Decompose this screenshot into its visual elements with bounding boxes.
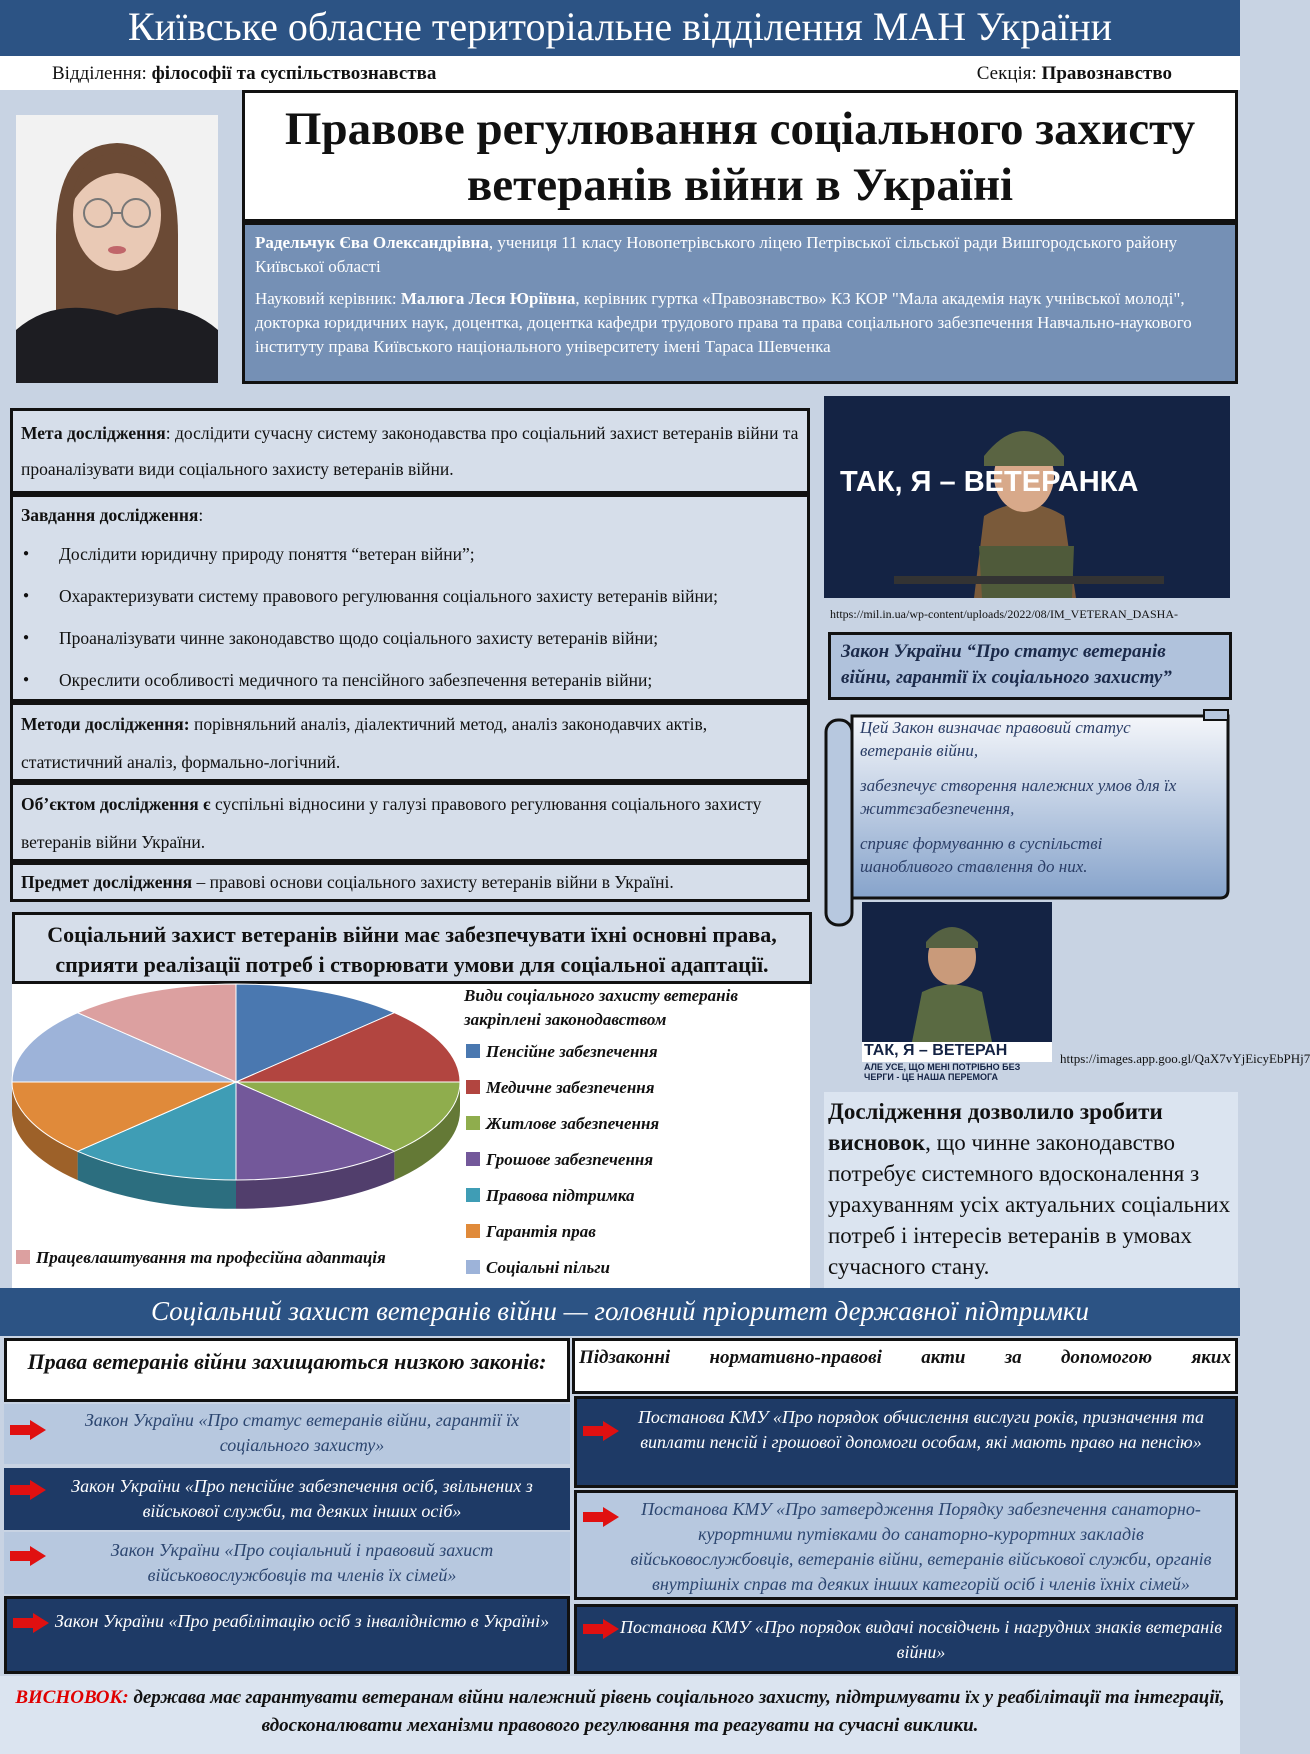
laws-heading: Права ветеранів війни захищаються низкою законів: bbox=[4, 1338, 570, 1402]
pie-chart bbox=[12, 984, 472, 1246]
legend-swatch bbox=[466, 1188, 480, 1202]
subheader bbox=[0, 56, 1240, 90]
legend-label: Правова підтримка bbox=[486, 1186, 635, 1205]
student-name: Радельчук Єва Олександрівна bbox=[255, 233, 489, 252]
list-item: ● Окреслити особливості медичного та пенсійного забезпечення ветеранів війни; bbox=[21, 659, 799, 701]
priority-banner: Соціальний захист ветеранів війни — головний пріоритет державної підтримки bbox=[0, 1288, 1240, 1336]
author-photo bbox=[16, 115, 218, 383]
legend-item bbox=[466, 1042, 658, 1062]
legend-label: Пенсійне забезпечення bbox=[486, 1042, 658, 1061]
legend-label: Житлове забезпечення bbox=[486, 1114, 660, 1133]
arrow-icon bbox=[583, 1507, 619, 1527]
legend-label: Медичне забезпечення bbox=[486, 1078, 655, 1097]
final-conclusion: ВИСНОВОК: держава має гарантувати ветеранам війни належний рівень соціального захисту, підтримувати їх у реабілітації та інтеграції, вдосконалювати механізми правового регулювання та реагувати на сучасні виклики. bbox=[0, 1676, 1240, 1754]
list-item: ● Охарактеризувати систему правового регулювання соціального захисту ветеранів війни; bbox=[21, 575, 799, 617]
goal-box: Мета дослідження: дослідити сучасну систему законодавства про соціальний захист ветеранів війни та проаналізувати види соціального захисту ветеранів війни. bbox=[10, 408, 810, 494]
subject-box: Предмет дослідження – правові основи соціального захисту ветеранів війни в Україні. bbox=[10, 862, 810, 902]
legend-item bbox=[466, 1258, 610, 1278]
authors-block: Радельчук Єва Олександрівна, учениця 11 класу Новопетрівського ліцею Петрівської сільської ради Вишгородського району Київської області Науковий керівник: Малюга Леся Юріївна, керівник гуртка «Правознавство» КЗ КОР "Мала академія наук учнівської молоді", докторка юридичних наук, доцентка, доцентка кафедри трудового права та права соціального забезпечення Навчально-наукового інституту права Київського національного університету імені Тараса Шевченка bbox=[242, 222, 1238, 384]
object-box: Об’єктом дослідження є суспільні відносини у галузі правового регулювання соціального захисту ветеранів війни України. bbox=[10, 782, 810, 862]
legend-swatch bbox=[466, 1080, 480, 1094]
veteran-woman-image bbox=[824, 396, 1230, 598]
law-point: Цей Закон визначає правовий статус ветеранів війни, bbox=[860, 718, 1131, 760]
law-point: сприяє формуванню в суспільстві шанобливого ставлення до них. bbox=[860, 834, 1103, 876]
legend-swatch bbox=[466, 1044, 480, 1058]
legend-swatch bbox=[466, 1152, 480, 1166]
supervisor-name: Малюга Леся Юріївна bbox=[400, 289, 576, 308]
list-item: ● Проаналізувати чинне законодавство щодо соціального захисту ветеранів війни; bbox=[21, 617, 799, 659]
methods-box: Методи дослідження: порівняльний аналіз, діалектичний метод, аналіз законодавчих актів, статистичний аналіз, формально-логічний. bbox=[10, 702, 810, 782]
legend-swatch bbox=[466, 1116, 480, 1130]
law-item: Закон України «Про реабілітацію осіб з інвалідністю в Україні» bbox=[4, 1596, 570, 1674]
poster-title: Правове регулювання соціального захисту ветеранів війни в Україні bbox=[242, 90, 1238, 222]
act-item: Постанова КМУ «Про порядок обчислення вислуги років, призначення та виплати пенсій і грошової допомоги особам, які мають право на пенсію» bbox=[574, 1396, 1238, 1488]
legend-label: Гарантія прав bbox=[486, 1222, 596, 1241]
law-point: забезпечує створення належних умов для їх життєзабезпечення, bbox=[860, 776, 1177, 818]
main-law-points bbox=[860, 716, 1180, 890]
veteran-woman-caption: ТАК, Я – ВЕТЕРАНКА bbox=[840, 466, 1139, 498]
pie-chart-area bbox=[12, 984, 810, 1288]
act-item: Постанова КМУ «Про порядок видачі посвідчень і нагрудних знаків ветеранів війни» bbox=[574, 1604, 1238, 1674]
image-source-1[interactable]: https://mil.in.ua/wp-content/uploads/2022/08/IM_VETERAN_DASHA- bbox=[830, 607, 1178, 621]
legend-swatch bbox=[466, 1260, 480, 1274]
law-item: Закон України «Про соціальний і правовий захист військовослужбовців та членів їх сімей» bbox=[4, 1532, 570, 1594]
page-header: Київське обласне територіальне відділення МАН України bbox=[0, 0, 1240, 56]
legend-item bbox=[466, 1114, 659, 1134]
legend-item bbox=[466, 1150, 653, 1170]
legend-label: Грошове забезпечення bbox=[486, 1150, 654, 1169]
image-source-2[interactable]: https://images.app.goo.gl/QaX7vYjEicyEbPHj7 bbox=[1060, 1051, 1310, 1066]
act-item: Постанова КМУ «Про затвердження Порядку забезпечення санаторно-курортними путівками до санаторно-курортних закладів військовослужбовців, ветеранів війни, ветеранів військової служби, органів внутрішніх справ та деяких інших категорій осіб і членів їхніх сімей» bbox=[574, 1490, 1238, 1600]
legend-item bbox=[16, 1248, 386, 1268]
section: Секція: Правознавство bbox=[976, 63, 1172, 84]
acts-heading: Підзаконні нормативно-правові акти за допомогою яких bbox=[572, 1338, 1238, 1394]
department: Відділення: філософії та суспільствознавства bbox=[52, 63, 437, 84]
arrow-icon bbox=[10, 1420, 46, 1440]
conclusion-box: Дослідження дозволило зробити висновок, що чинне законодавство потребує системного вдосконалення з урахуванням усіх актуальних соціальних потреб і інтересів ветеранів в умовах сучасного стану. bbox=[824, 1092, 1238, 1288]
veteran-man-caption: ТАК, Я – ВЕТЕРАН bbox=[864, 1042, 1008, 1059]
arrow-icon bbox=[13, 1613, 49, 1633]
legend-label: Соціальні пільги bbox=[486, 1258, 610, 1277]
arrow-icon bbox=[10, 1546, 46, 1566]
tasks-box: Завдання дослідження: ● Дослідити юридичну природу поняття “ветеран війни”; ● Охарактеризувати систему правового регулювання соціального захисту ветеранів війни; ● Проаналізувати чинне законодавство щодо соціального захисту ветеранів війни; ● Окреслити особливості медичного та пенсійного забезпечення ветеранів війни; bbox=[10, 494, 810, 702]
list-item: ● Дослідити юридичну природу поняття “ветеран війни”; bbox=[21, 533, 799, 575]
legend-label: Працевлаштування та професійна адаптація bbox=[36, 1248, 386, 1267]
legend-swatch bbox=[16, 1250, 30, 1264]
main-law-title: Закон України “Про статус ветеранів війни, гарантії їх соціального захисту” bbox=[828, 632, 1232, 700]
law-item: Закон України «Про статус ветеранів війни, гарантії їх соціального захисту» bbox=[4, 1404, 570, 1464]
legend-item bbox=[466, 1222, 596, 1242]
arrow-icon bbox=[583, 1421, 619, 1441]
legend-item bbox=[466, 1078, 655, 1098]
claim-box: Соціальний захист ветеранів війни має забезпечувати їхні основні права, сприяти реалізації потреб і створювати умови для соціальної адаптації. bbox=[12, 912, 812, 984]
veteran-man-image bbox=[862, 902, 1052, 1062]
chart-title: Види соціального захисту ветеранів закріплені законодавством bbox=[464, 986, 738, 1029]
legend-swatch bbox=[466, 1224, 480, 1238]
veteran-man-subcaption: АЛЕ УСЕ, ЩО МЕНІ ПОТРІБНО БЕЗ ЧЕРГИ - ЦЕ НАША ПЕРЕМОГА bbox=[864, 1062, 1021, 1082]
arrow-icon bbox=[583, 1619, 619, 1639]
law-item: Закон України «Про пенсійне забезпечення осіб, звільнених з військової служби, та деяких інших осіб» bbox=[4, 1468, 570, 1530]
arrow-icon bbox=[10, 1480, 46, 1500]
legend-item bbox=[466, 1186, 634, 1206]
